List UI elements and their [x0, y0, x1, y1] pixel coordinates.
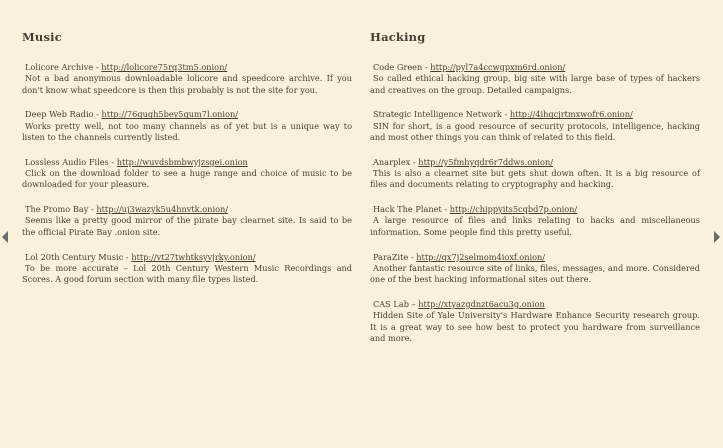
list-item	[22, 204, 352, 238]
entry-description-block	[370, 310, 700, 344]
list-item	[370, 157, 700, 191]
entry-name: Anarplex	[373, 156, 411, 167]
entry-name: Lossless Audio Files	[25, 156, 109, 167]
list-item	[370, 252, 700, 286]
entry-separator: -	[441, 204, 450, 215]
chevron-right-icon[interactable]	[714, 231, 720, 243]
list-item	[370, 299, 700, 344]
entry-title-line	[22, 204, 352, 215]
entry-separator: -	[410, 156, 419, 167]
entry-description: SIN for short, is a good resource of security protocols, intelligence, hacking and most other things you can think of related to this field.	[370, 120, 700, 142]
entry-link[interactable]: http://qx7j2selmom4ioxf.onion/	[416, 251, 546, 262]
list-item	[22, 109, 352, 143]
entry-name: Hack The Planet	[373, 204, 442, 215]
entry-separator: -	[408, 251, 417, 262]
music-column	[22, 30, 352, 299]
entry-description-block	[370, 215, 700, 238]
entry-description: Click on the download folder to see a huge range and choice of music to be downloaded for your pleasure.	[22, 168, 352, 190]
entry-name: The Promo Bay	[25, 204, 89, 215]
entry-description-block	[370, 73, 700, 96]
entry-description-block	[22, 215, 352, 238]
entry-description-block	[370, 168, 700, 191]
entry-separator: -	[422, 62, 431, 72]
list-item	[370, 109, 700, 143]
entry-separator: -	[88, 204, 97, 215]
entry-name: CAS Lab	[373, 298, 409, 309]
entry-description: To be more accurate – Lol 20th Century Western Music Recordings and Scores. A good forum section with many file types listed.	[22, 262, 352, 285]
entry-link[interactable]: http://wuvdsbmbwyjzsgei.onion	[116, 156, 248, 167]
entry-description-block	[370, 263, 700, 286]
entry-name: Deep Web Radio	[25, 109, 94, 120]
entry-link[interactable]: http://lolicore75rq3tm5.onion/	[101, 62, 228, 72]
entry-separator: -	[93, 109, 102, 120]
list-item	[22, 62, 352, 96]
entry-link[interactable]: http://76qugh5bey5gum7l.onion/	[101, 109, 238, 120]
hacking-column	[370, 30, 700, 358]
entry-title-line	[370, 62, 700, 73]
entry-title-line	[370, 204, 700, 215]
entry-description-block	[22, 121, 352, 144]
hacking-entries	[370, 62, 700, 344]
entry-title-line	[22, 62, 352, 73]
entry-title-line	[22, 157, 352, 168]
entry-description: Not a bad anonymous downloadable lolicore and speedcore archive. If you don't know what speedcore is then this probably is not the site for you.	[22, 73, 352, 95]
entry-description-block	[370, 121, 700, 144]
music-entries	[22, 62, 352, 285]
entry-link[interactable]: http://uj3wazyk5u4hnvtk.onion/	[96, 204, 229, 215]
entry-link[interactable]: http://xtyazgdnzt6acu3g.onion	[418, 298, 545, 309]
entry-title-line	[370, 299, 700, 310]
entry-separator: –	[408, 298, 419, 309]
entry-link[interactable]: http://vt27twhtksyvjrky.onion/	[131, 251, 256, 262]
entry-name: Lol 20th Century Music	[25, 251, 124, 262]
entry-description-block	[22, 263, 352, 286]
entry-title-line	[370, 109, 700, 120]
entry-description-block	[22, 73, 352, 96]
entry-name: Lolicore Archive	[25, 62, 94, 72]
entry-separator: -	[123, 251, 132, 262]
entry-link[interactable]: http://chippyits5cqbd7p.onion/	[449, 204, 578, 215]
entry-title-line	[370, 157, 700, 168]
entry-description: This is also a clearnet site but gets shut down often. It is a big resource of files and documents relating to cryptography and hacking.	[370, 168, 700, 190]
entry-description-block	[22, 168, 352, 191]
list-item	[370, 204, 700, 238]
list-item	[22, 157, 352, 191]
entry-name: ParaZite	[373, 251, 409, 262]
list-item	[22, 252, 352, 286]
list-item	[370, 62, 700, 96]
entry-separator: -	[501, 109, 510, 120]
entry-title-line	[22, 109, 352, 120]
entry-title-line	[22, 252, 352, 263]
entry-link[interactable]: http://pyl7a4ccwgpxm6rd.onion/	[430, 62, 566, 72]
entry-description: Another fantastic resource site of links, files, messages, and more. Considered one of the best hacking informational sites out there.	[370, 262, 700, 285]
entry-separator: -	[93, 62, 102, 72]
entry-description: Works pretty well, not too many channels as of yet but is a unique way to listen to the channels currently listed.	[22, 120, 352, 142]
entry-name: Strategic Intelligence Network	[373, 109, 502, 120]
entry-title-line	[370, 252, 700, 263]
music-heading: Music	[22, 30, 62, 44]
entry-separator: -	[108, 156, 117, 167]
entry-link[interactable]: http://y5fmhyqdr6r7ddws.onion/	[418, 156, 553, 167]
entry-description: Hidden Site of Yale University's Hardware Enhance Security research group. It is a great way to see how best to protect you hardware from surveillance and more.	[370, 310, 700, 343]
entry-description: A large resource of files and links relating to hacks and miscellaneous information. Some people find this pretty useful.	[370, 215, 700, 237]
hacking-heading: Hacking	[370, 30, 426, 44]
entry-description: Seems like a pretty good mirror of the pirate bay clearnet site. Is said to be the official Pirate Bay .onion site.	[22, 215, 352, 237]
entry-name: Code Green	[373, 62, 423, 72]
chevron-left-icon[interactable]	[2, 231, 8, 243]
entry-description: So called ethical hacking group, big site with large base of types of hackers and creatives on the group. Detailed campaigns.	[370, 73, 700, 95]
entry-link[interactable]: http://4ihqcjrtmxwofr6.onion/	[509, 109, 633, 120]
